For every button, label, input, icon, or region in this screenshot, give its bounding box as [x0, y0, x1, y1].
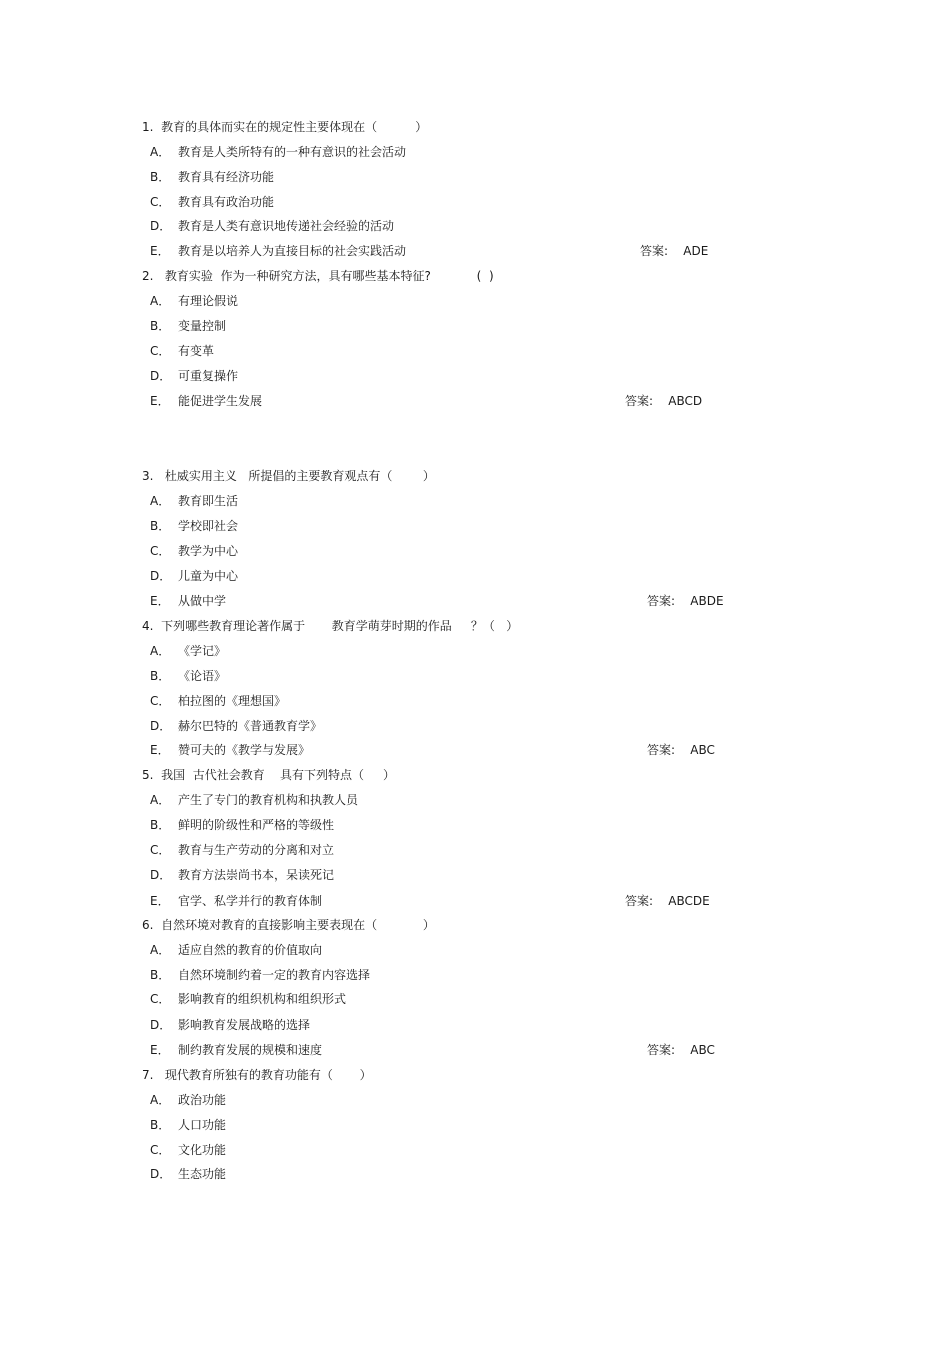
question-4-option-b: B． 《论语》 — [150, 669, 227, 683]
question-3-stem: 3. 杜威实用主义 所提倡的主要教育观点有（ ） — [142, 469, 435, 483]
question-2-option-b: B． 变量控制 — [150, 319, 227, 333]
question-2-answer: 答案: ABCD — [625, 394, 703, 408]
question-3-option-e: E． 从做中学 — [150, 594, 227, 608]
question-5-option-c: C． 教育与生产劳动的分离和对立 — [150, 843, 335, 857]
question-7-option-d: D． 生态功能 — [150, 1167, 227, 1181]
question-5-option-a: A． 产生了专门的教育机构和执教人员 — [150, 793, 359, 807]
question-1-option-b: B． 教育具有经济功能 — [150, 170, 275, 184]
question-7-option-a: A． 政治功能 — [150, 1093, 227, 1107]
question-7-option-b: B． 人口功能 — [150, 1118, 227, 1132]
question-4-stem: 4. 下列哪些教育理论著作属于 教育学萌芽时期的作品 ？（ ） — [142, 619, 519, 633]
question-4-answer: 答案: ABC — [647, 743, 715, 757]
question-5-option-e: E． 官学、私学并行的教育体制 — [150, 894, 323, 908]
question-3-answer: 答案: ABDE — [647, 594, 724, 608]
question-3-option-b: B． 学校即社会 — [150, 519, 239, 533]
question-3-option-c: C． 教学为中心 — [150, 544, 239, 558]
question-2-option-e: E． 能促进学生发展 — [150, 394, 263, 408]
question-6-option-e: E． 制约教育发展的规模和速度 — [150, 1043, 323, 1057]
question-1-option-d: D． 教育是人类有意识地传递社会经验的活动 — [150, 219, 395, 233]
question-6-answer: 答案: ABC — [647, 1043, 715, 1057]
question-2-option-d: D． 可重复操作 — [150, 369, 239, 383]
question-4-option-c: C． 柏拉图的《理想国》 — [150, 694, 287, 708]
question-3-option-a: A． 教育即生活 — [150, 494, 239, 508]
question-1-option-c: C． 教育具有政治功能 — [150, 195, 275, 209]
question-1-option-a: A． 教育是人类所特有的一种有意识的社会活动 — [150, 145, 407, 159]
question-1-stem: 1. 教育的具体而实在的规定性主要体现在（ ） — [142, 120, 428, 134]
question-4-option-a: A． 《学记》 — [150, 644, 227, 658]
question-5-option-d: D． 教育方法崇尚书本，呆读死记 — [150, 868, 335, 882]
question-5-stem: 5. 我国 古代社会教育 具有下列特点（ ） — [142, 768, 396, 782]
question-7-option-c: C． 文化功能 — [150, 1143, 227, 1157]
question-6-option-d: D． 影响教育发展战略的选择 — [150, 1018, 311, 1032]
question-6-option-c: C． 影响教育的组织机构和组织形式 — [150, 992, 347, 1006]
question-7-stem: 7. 现代教育所独有的教育功能有（ ） — [142, 1068, 372, 1082]
question-1-option-e: E． 教育是以培养人为直接目标的社会实践活动 — [150, 244, 407, 258]
question-2-option-c: C． 有变革 — [150, 344, 215, 358]
question-3-option-d: D． 儿童为中心 — [150, 569, 239, 583]
question-4-option-d: D． 赫尔巴特的《普通教育学》 — [150, 719, 323, 733]
question-2-option-a: A． 有理论假说 — [150, 294, 239, 308]
question-2-stem: 2. 教育实验 作为一种研究方法，具有哪些基本特征? ( ) — [142, 269, 494, 283]
question-6-option-a: A． 适应自然的教育的价值取向 — [150, 943, 323, 957]
question-5-option-b: B． 鲜明的阶级性和严格的等级性 — [150, 818, 335, 832]
question-1-answer: 答案: ADE — [640, 244, 709, 258]
question-4-option-e: E． 赞可夫的《教学与发展》 — [150, 743, 311, 757]
question-6-stem: 6. 自然环境对教育的直接影响主要表现在（ ） — [142, 918, 435, 932]
question-6-option-b: B． 自然环境制约着一定的教育内容选择 — [150, 968, 371, 982]
question-5-answer: 答案: ABCDE — [625, 894, 710, 908]
